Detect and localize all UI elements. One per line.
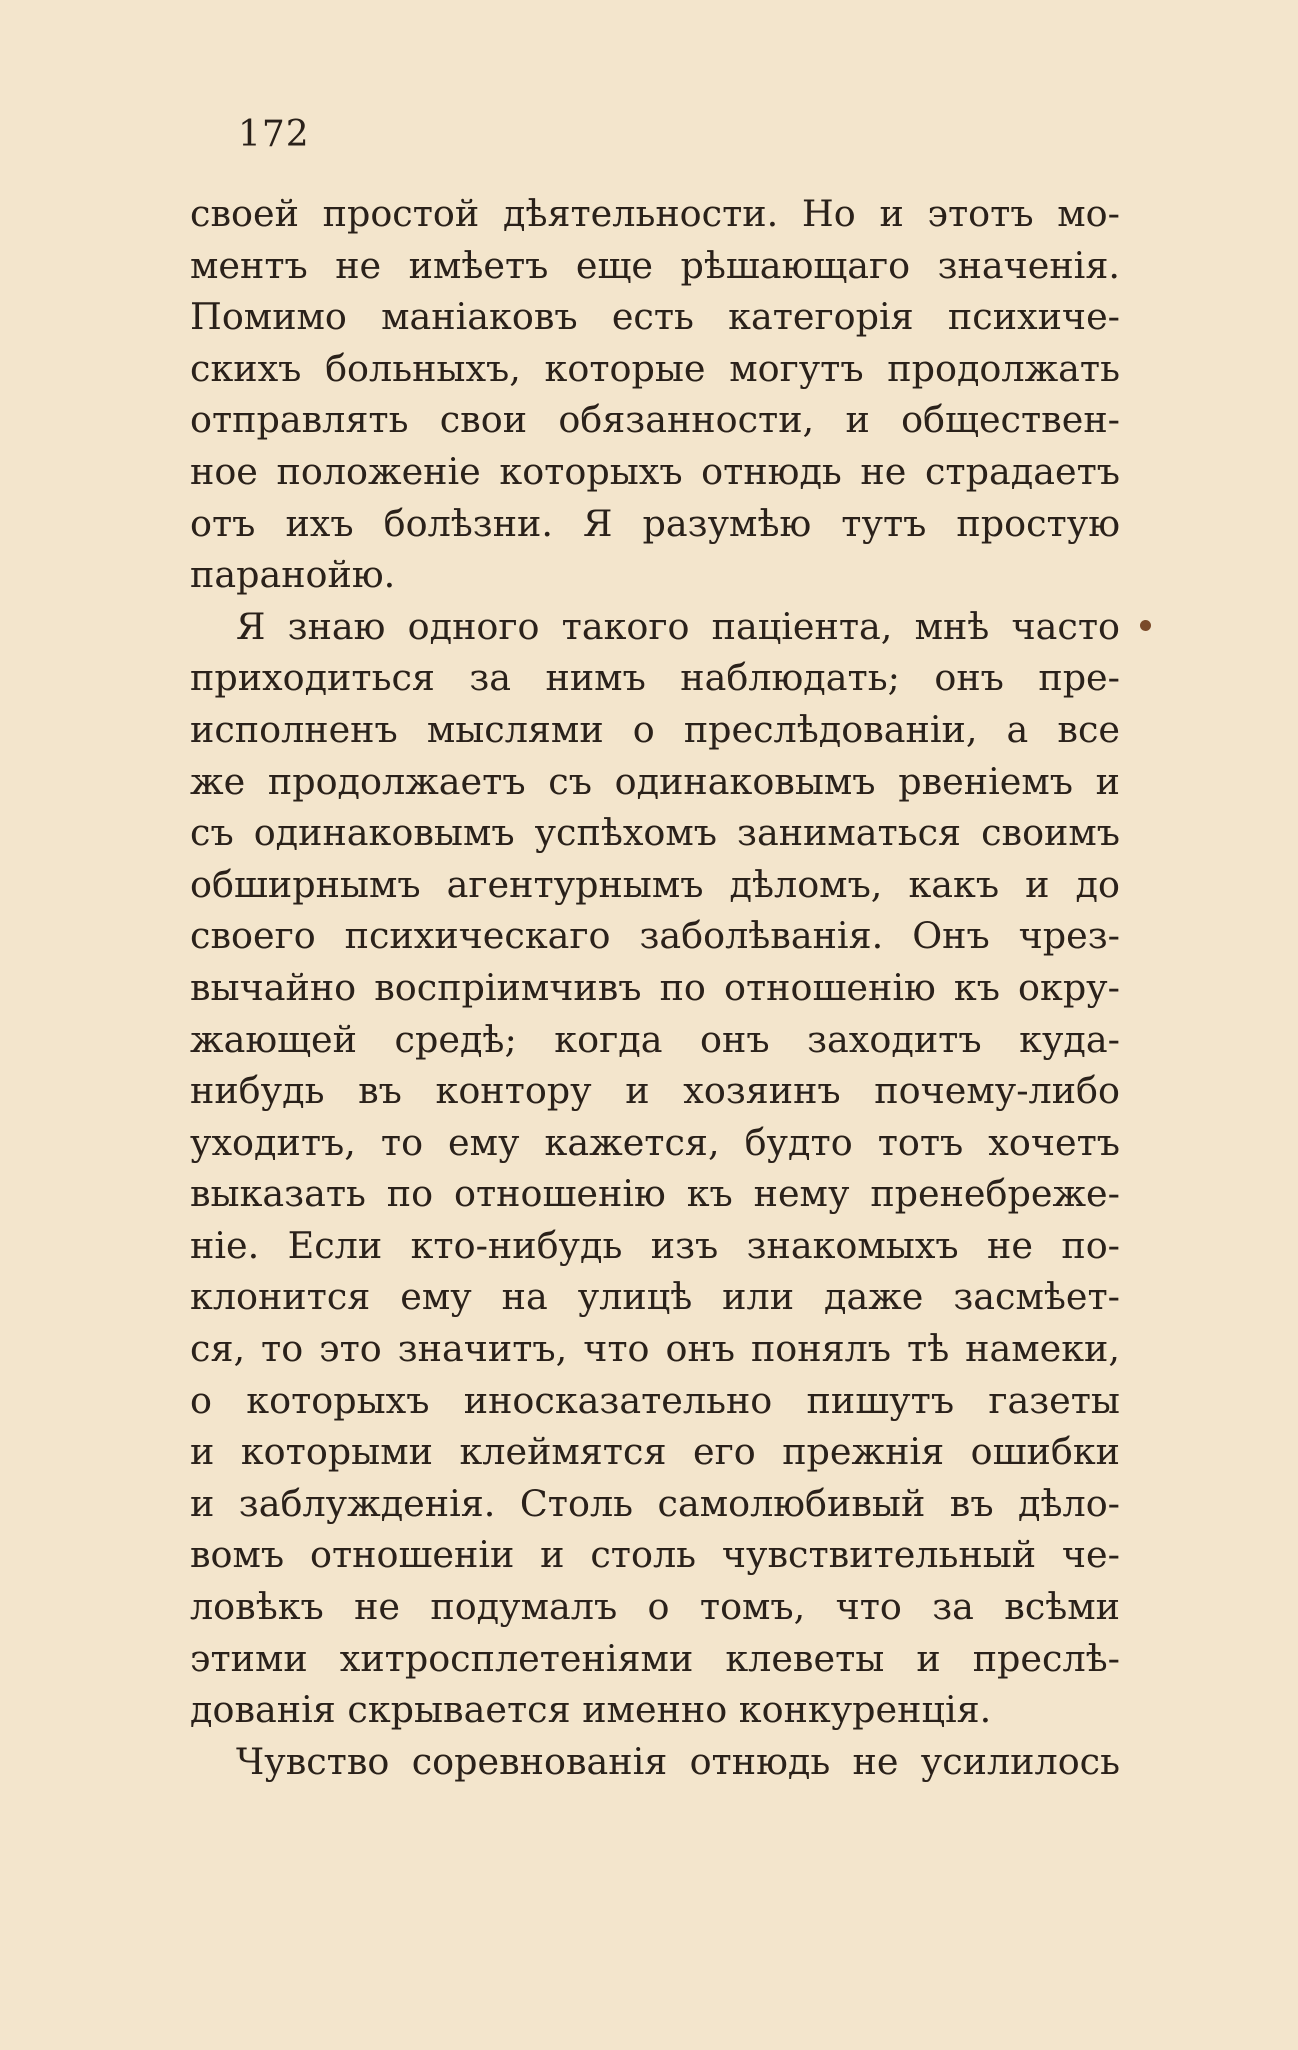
page-number: 172 (238, 114, 310, 155)
paragraph-start-line: Я знаю одного такого паціента, мнѣ часто (236, 604, 1120, 648)
text-line: приходиться за нимъ наблюдать; онъ пре- (190, 656, 1120, 700)
text-line: ловѣкъ не подумалъ о томъ, что за всѣми (190, 1585, 1120, 1629)
text-line: паранойю. (190, 553, 396, 597)
text-line: ніе. Если кто-нибудь изъ знакомыхъ не по- (190, 1223, 1120, 1267)
paragraph-start-line: Чувство соревнованія отнюдь не усилилось (236, 1739, 1120, 1783)
text-line: о которыхъ иносказательно пишутъ газеты (190, 1378, 1120, 1422)
text-line: своей простой дѣятельности. Но и этотъ мо- (190, 192, 1120, 235)
text-line: отъ ихъ болѣзни. Я разумѣю тутъ простую (190, 501, 1120, 545)
text-line: своего психическаго заболѣванія. Онъ чрез- (190, 914, 1120, 958)
text-line: отправлять свои обязанности, и обществен- (190, 398, 1120, 442)
text-line: и которыми клеймятся его прежнія ошибки (190, 1430, 1120, 1474)
text-line: Помимо маніаковъ есть категорія психиче- (190, 295, 1120, 339)
text-line: и заблужденія. Столь самолюбивый въ дѣло- (190, 1481, 1120, 1525)
text-line: клонится ему на улицѣ или даже засмѣет- (190, 1275, 1120, 1319)
text-line: исполненъ мыслями о преслѣдованіи, а все (190, 707, 1120, 751)
text-line: жающей средѣ; когда онъ заходитъ куда- (190, 1017, 1120, 1061)
text-line: ся, то это значитъ, что онъ понялъ тѣ намеки, (190, 1327, 1120, 1371)
text-line: съ одинаковымъ успѣхомъ заниматься своимъ (190, 811, 1120, 855)
body-text (190, 188, 1120, 1787)
text-line: ментъ не имѣетъ еще рѣшающаго значенія. (190, 243, 1120, 287)
text-line: вомъ отношеніи и столь чувствительный че- (190, 1533, 1120, 1577)
text-line: же продолжаетъ съ одинаковымъ рвеніемъ и (190, 759, 1120, 803)
text-line: дованія скрывается именно конкуренція. (190, 1688, 992, 1732)
ink-spot (1140, 620, 1151, 631)
text-line: уходитъ, то ему кажется, будто тотъ хочетъ (190, 1120, 1120, 1164)
text-line: вычайно воспріимчивъ по отношенію къ окру- (190, 965, 1120, 1009)
text-line: выказать по отношенію къ нему пренебреже- (190, 1172, 1120, 1216)
text-line: нибудь въ контору и хозяинъ почему-либо (190, 1069, 1120, 1113)
text-line: этими хитросплетеніями клеветы и преслѣ- (190, 1636, 1120, 1680)
text-line: обширнымъ агентурнымъ дѣломъ, какъ и до (190, 862, 1120, 906)
text-line: ное положеніе которыхъ отнюдь не страдаетъ (190, 449, 1120, 493)
text-line: скихъ больныхъ, которые могутъ продолжать (190, 346, 1120, 390)
